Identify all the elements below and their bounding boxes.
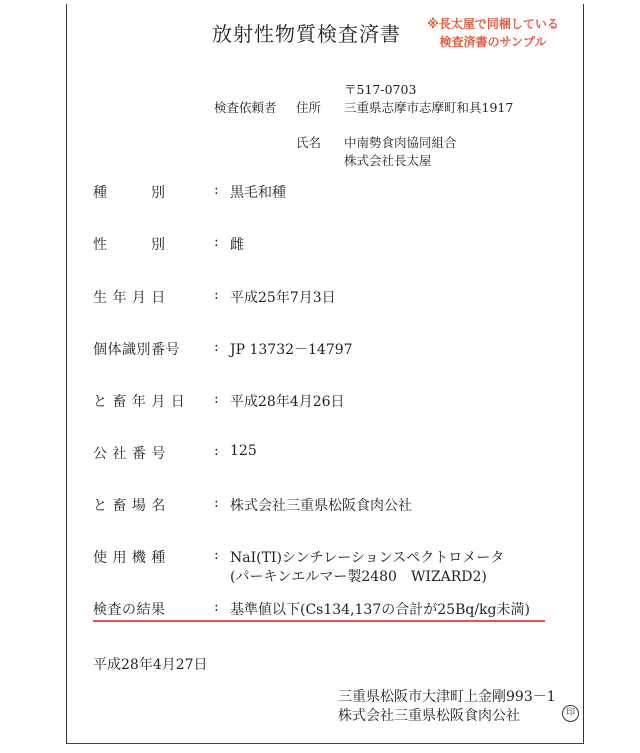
colon: : — [214, 443, 219, 459]
colon: : — [214, 339, 219, 355]
field-value-result: 基準値以下(Cs134,137の合計が25Bq/kg未満) — [230, 602, 530, 618]
document-title: 放射性物質検査済書 — [212, 22, 401, 46]
field-label-breed: 種 別 — [93, 185, 166, 201]
sample-note — [418, 15, 568, 51]
field-label-slaughter-date: と 畜 年 月 日 — [93, 394, 186, 410]
field-label-sex: 性 別 — [93, 237, 166, 253]
field-value-breed: 黒毛和種 — [230, 185, 286, 201]
colon: : — [214, 287, 219, 303]
colon: : — [214, 599, 219, 615]
field-value-birthdate: 平成25年7月3日 — [230, 290, 336, 306]
issuer-name: 株式会社三重県松阪食肉公社 — [338, 708, 520, 724]
field-value-instrument: NaI(TI)シンチレーションスペクトロメータ — [230, 550, 505, 566]
field-value-slaughter-date: 平成28年4月26日 — [230, 394, 345, 410]
issue-date: 平成28年4月27日 — [93, 657, 208, 673]
field-label-birthdate: 生 年 月 日 — [93, 290, 166, 306]
colon: : — [214, 182, 219, 198]
address-label: 住所 — [296, 100, 322, 115]
colon: : — [214, 547, 219, 563]
field-label-id-number: 個体識別番号 — [93, 342, 180, 358]
requester-address: 三重県志摩市志摩町和具1917 — [344, 100, 514, 115]
field-label-slaughterhouse: と 畜 場 名 — [93, 498, 166, 514]
field-value-instrument-model: (パーキンエルマー製2480 WIZARD2) — [230, 569, 487, 585]
requester-name-line2: 株式会社長太屋 — [344, 153, 432, 168]
field-value-sex: 雌 — [230, 237, 244, 253]
sample-note-line1: ※長太屋で同梱している — [427, 17, 559, 31]
issuer-address: 三重県松阪市大津町上金剛993－1 — [338, 689, 556, 705]
postal-code: 〒517-0703 — [344, 82, 417, 97]
field-label-instrument: 使 用 機 種 — [93, 550, 166, 566]
field-value-corp-number: 125 — [230, 443, 257, 459]
field-value-id-number: JP 13732－14797 — [230, 342, 353, 358]
name-label: 氏名 — [296, 135, 322, 150]
colon: : — [214, 391, 219, 407]
field-label-result: 検査の結果 — [93, 602, 166, 618]
field-label-corp-number: 公 社 番 号 — [93, 446, 166, 462]
sample-note-line2: 検査済書のサンプル — [439, 35, 547, 49]
colon: : — [214, 234, 219, 250]
requester-name-line1: 中南勢食肉協同組合 — [344, 135, 457, 150]
seal-mark: 印 — [562, 705, 579, 722]
result-highlight-underline — [93, 620, 545, 622]
field-value-slaughterhouse: 株式会社三重県松阪食肉公社 — [230, 498, 412, 514]
colon: : — [214, 495, 219, 511]
requester-label: 検査依頼者 — [214, 100, 277, 115]
